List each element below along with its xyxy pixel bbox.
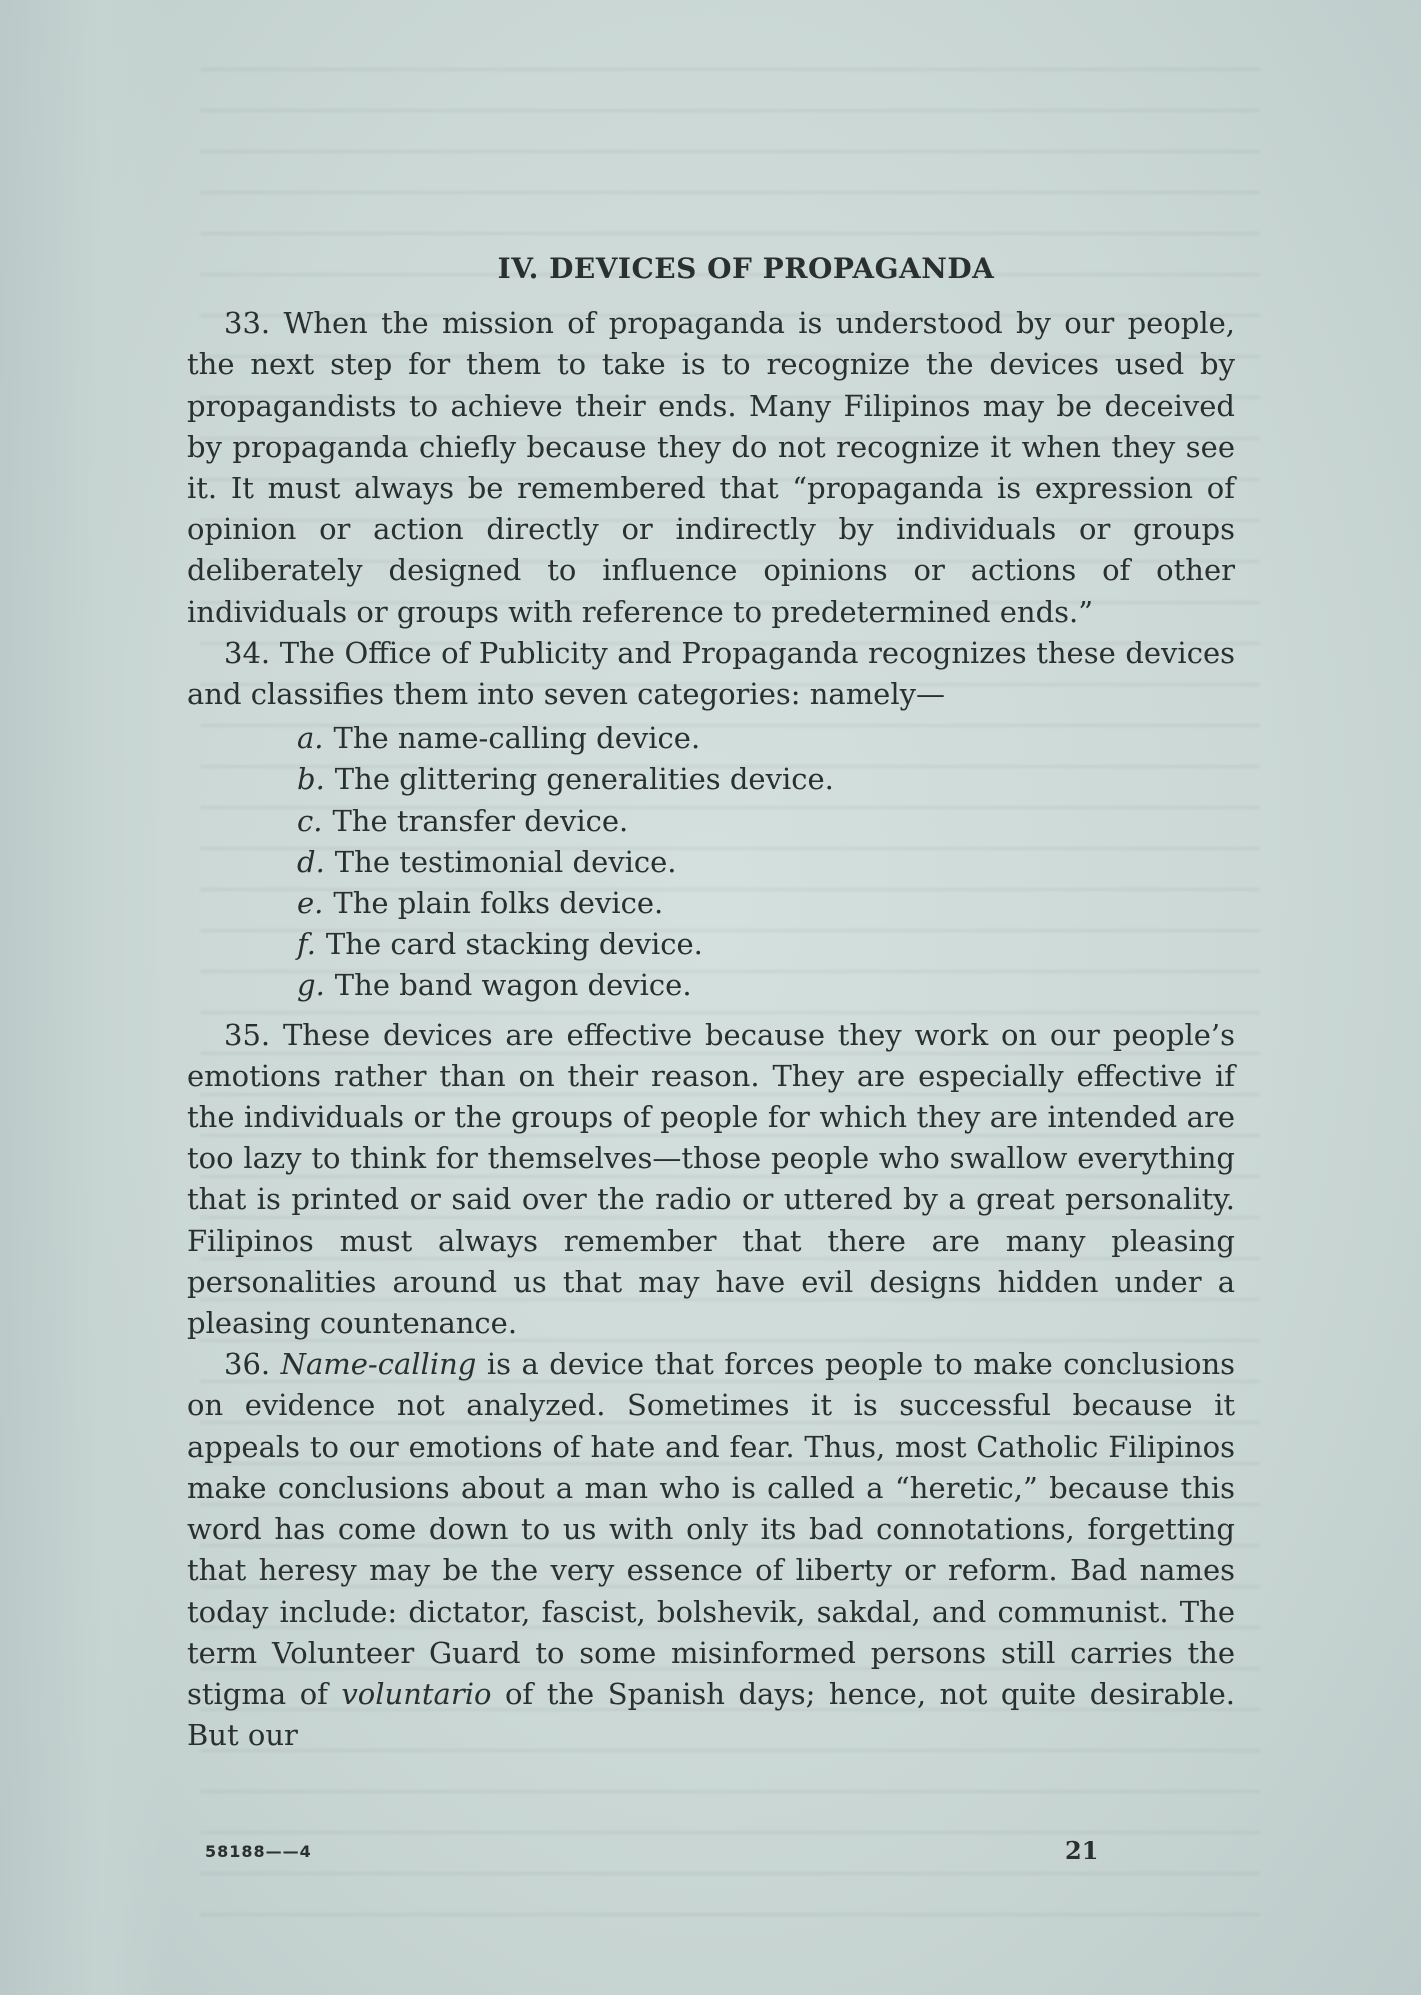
paragraph-number: 34.: [224, 635, 271, 670]
list-letter: g.: [297, 968, 325, 1003]
list-text: The transfer device.: [332, 803, 629, 838]
list-item: [297, 924, 1235, 965]
text-block: [187, 248, 1235, 1756]
paragraph-35: [187, 1015, 1235, 1345]
paragraph-number: 35.: [224, 1017, 271, 1052]
page-edge-shadow: [0, 0, 170, 1995]
list-letter: b.: [297, 762, 325, 797]
list-letter: f.: [297, 927, 316, 962]
list-letter: a.: [297, 721, 324, 756]
paragraph-number: 36.: [224, 1347, 271, 1382]
list-text: The plain folks device.: [333, 886, 664, 921]
list-text: The card stacking device.: [325, 927, 703, 962]
term-voluntario: voluntario: [341, 1676, 492, 1711]
list-item: [297, 718, 1235, 759]
paragraph-text: These devices are effective because they work on our people’s emotions rather than on their reason. They are especially effective if the individuals or the groups of people for which they are intended are too lazy to think for themselves—those people who swallow everything that is printed or said over the radio or uttered by a great personality. Filipinos must always remember that there are many pleasing personalities around us that may have evil designs hidden under a pleasing countenance.: [187, 1017, 1235, 1341]
list-text: The band wagon device.: [334, 968, 692, 1003]
list-text: The testimonial device.: [334, 844, 677, 879]
paragraph-text: The Office of Publicity and Propaganda recognizes these devices and classifies them into seven categories: namely—: [187, 635, 1235, 712]
paragraph-text: of the Spanish days; hence, not quite desirable. But our: [187, 1676, 1235, 1753]
page-number: 21: [1065, 1836, 1099, 1865]
list-text: The name-calling device.: [333, 721, 701, 756]
device-list: [187, 718, 1235, 1006]
paragraph-34: [187, 633, 1235, 715]
chapter-title: IV. DEVICES OF PROPAGANDA: [497, 252, 995, 285]
term-name-calling: Name-calling: [280, 1347, 477, 1382]
paragraph-text: When the mission of propaganda is understood by our people, the next step for them to take is to recognize the devices used by propagandists to achieve their ends. Many Filipinos may be deceived by propaganda chiefly because they do not recognize it when they see it. It must always be remembered that “propaganda is expression of opinion or action directly or indirectly by individuals or groups deliberately designed to influence opinions or actions of other individuals or groups with reference to predetermined ends.”: [187, 306, 1236, 629]
list-item: [297, 801, 1235, 842]
paragraph-text: is a device that forces people to make conclusions on evidence not analyzed. Sometimes it is successful because it appeals to our emotions of hate and fear. Thus, most Catholic Filipinos make conclusions about a man who is called a “heretic,” because this word has come down to us with only its bad connotations, forgetting that heresy may be the very essence of liberty or reform. Bad names today include: dictator, fascist, bolshevik, sakdal, and communist. The term Volunteer Guard to some misinformed persons still carries the stigma of: [187, 1347, 1236, 1711]
list-letter: e.: [297, 886, 324, 921]
list-letter: c.: [297, 803, 323, 838]
list-item: [297, 759, 1235, 800]
list-item: [297, 965, 1235, 1006]
list-text: The glittering generalities device.: [334, 762, 834, 797]
printer-signature-mark: 58188——4: [205, 1842, 312, 1861]
paragraph-number: 33.: [224, 306, 271, 341]
list-item: [297, 883, 1235, 924]
list-letter: d.: [297, 844, 325, 879]
paragraph-36: [187, 1344, 1235, 1756]
paragraph-33: [187, 303, 1235, 633]
list-item: [297, 842, 1235, 883]
